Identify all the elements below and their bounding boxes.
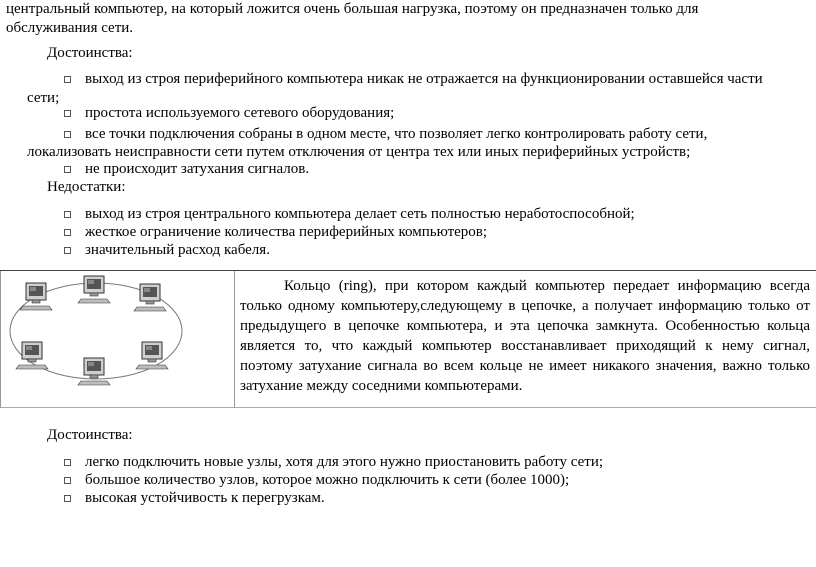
bullet-icon — [64, 110, 71, 117]
bullet-icon — [64, 459, 71, 466]
advantage-item-4: не происходит затухания сигналов. — [85, 161, 310, 177]
ring-advantage-item-2: большое количество узлов, которое можно подключить к сети (более 1000); — [85, 472, 570, 488]
bullet-icon — [64, 495, 71, 502]
bullet-icon — [64, 477, 71, 484]
computer-icon — [16, 342, 48, 369]
advantage-item-3-line-1: все точки подключения собраны в одном месте, что позволяет легко контролировать работу сети, — [85, 126, 708, 142]
ring-advantages-heading: Достоинства: — [47, 427, 133, 443]
advantage-item-3-line-2: локализовать неисправности сети путем отключения от центра тех или иных периферийных устройств; — [27, 144, 691, 160]
bullet-icon — [64, 229, 71, 236]
disadvantage-item-1: выход из строя центрального компьютера делает сеть полностью неработоспособной; — [85, 206, 635, 222]
bullet-icon — [64, 247, 71, 254]
bullet-icon — [64, 76, 71, 83]
disadvantages-heading: Недостатки: — [47, 179, 126, 195]
ring-description-text: Кольцо (ring), при котором каждый компьютер передает информацию всегда только одному компьютеру,следующему в цепочке, а получает информацию только от предыдущего в цепочке компьютера, и эта цепочка замкнута. Особенностью кольца является то, что каждый компьютер восстанавливает приходящий к нему сигнал, поэтому затухание сигнала во всем кольце не имеет никакого значения, важно только затухание между соседними компьютерами. — [240, 278, 810, 394]
computer-icon — [134, 284, 166, 311]
ring-description — [240, 276, 810, 396]
advantage-item-1-line-1: выход из строя периферийного компьютера никак не отражается на функционировании оставшейся части — [85, 71, 763, 87]
bullet-icon — [64, 211, 71, 218]
ring-advantage-item-3: высокая устойчивость к перегрузкам. — [85, 490, 325, 506]
computer-icon — [78, 358, 110, 385]
bullet-icon — [64, 131, 71, 138]
disadvantage-item-2: жесткое ограничение количества периферийных компьютеров; — [85, 224, 488, 240]
advantages-heading: Достоинства: — [47, 45, 133, 61]
advantage-item-1-line-2: сети; — [27, 90, 60, 106]
advantage-item-2: простота используемого сетевого оборудования; — [85, 105, 395, 121]
disadvantage-item-3: значительный расход кабеля. — [85, 242, 270, 258]
table-divider — [234, 271, 235, 408]
ring-topology-diagram — [0, 272, 232, 406]
computer-icon — [20, 283, 52, 310]
computer-icon — [78, 276, 110, 303]
ring-advantage-item-1: легко подключить новые узлы, хотя для этого нужно приостановить работу сети; — [85, 454, 604, 470]
bullet-icon — [64, 166, 71, 173]
intro-line-1: центральный компьютер, на который ложится очень большая нагрузка, поэтому он предназначен только для — [6, 1, 699, 17]
intro-line-2: обслуживания сети. — [6, 20, 134, 36]
computer-icon — [136, 342, 168, 369]
